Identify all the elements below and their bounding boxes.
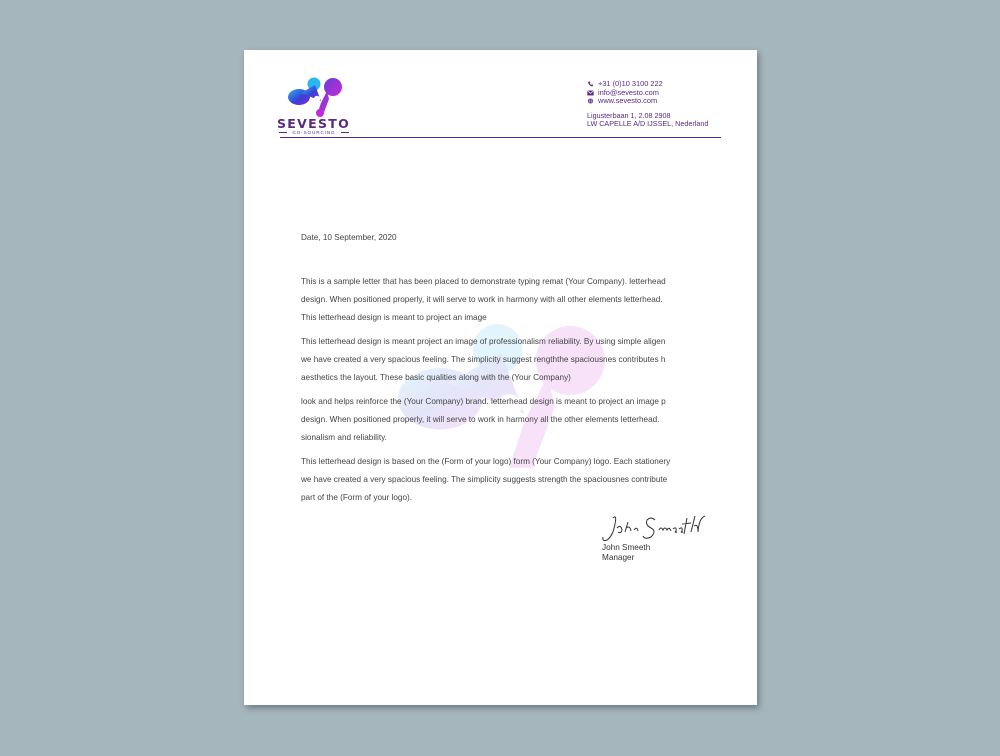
letter-date: Date, 10 September, 2020 [301,233,397,242]
website-url[interactable]: www.sevesto.com [598,96,658,106]
paragraph-line: This letterhead design is meant to project an image [301,313,487,322]
paragraph-line: sionalism and reliability. [301,433,387,442]
header-divider [280,137,721,138]
paragraph-line: look and helps reinforce the (Your Company) brand. letterhead design is meant to project an image p [301,397,666,406]
address-line-2: LW CAPELLE A/D IJSSEL, Nederland [587,119,709,129]
paragraph-line: design. When positioned properly, it will serve to work in harmony all the other elements letterhead. [301,415,660,424]
brand-name: SEVESTO [277,116,351,131]
paragraph-line: part of the (Form of your logo). [301,493,413,502]
signer-block [602,543,650,563]
sevesto-logo [277,75,357,137]
paragraph [301,333,701,387]
signer-title: Manager [602,553,635,562]
signer-name: John Smeeth [602,543,651,552]
paragraph-line: This letterhead design is based on the (Form of your logo) form (Your Company) logo. Each stationery [301,457,671,466]
website-row [587,97,737,106]
phone-number: +31 (0)10 3100 222 [598,79,663,89]
paragraph-line: This letterhead design is meant project an image of professionalism reliability. By using simple aligen [301,337,666,346]
paragraph-line: This is a sample letter that has been placed to demonstrate typing remat (Your Company). letterhead [301,277,666,286]
paragraph-line: design. When positioned properly, it will serve to work in harmony with all other elements letterhead. [301,295,663,304]
paragraph-line: aesthetics the layout. These basic qualities along with the (Your Company) [301,373,571,382]
brand-tagline: CO-SOURCING [281,130,347,135]
phone-icon [587,81,594,87]
paragraph [301,453,701,507]
logo-mark-icon [287,75,347,117]
letterhead-page [244,50,757,705]
address-line-1: Ligusterbaan 1, 2.08 2908 [587,110,671,120]
paragraph [301,393,701,447]
postal-address [587,112,737,129]
email-address[interactable]: info@sevesto.com [598,87,659,97]
contact-block [587,80,737,129]
letter-body [301,233,701,513]
paragraph-line: we have created a very spacious feeling. The simplicity suggests strength the spaciousnes contribute [301,475,668,484]
mail-icon [587,90,594,96]
paragraph-line: we have created a very spacious feeling. The simplicity suggest rengththe spaciousnes contributes h [301,355,666,364]
globe-icon [587,98,594,104]
paragraph [301,273,701,327]
